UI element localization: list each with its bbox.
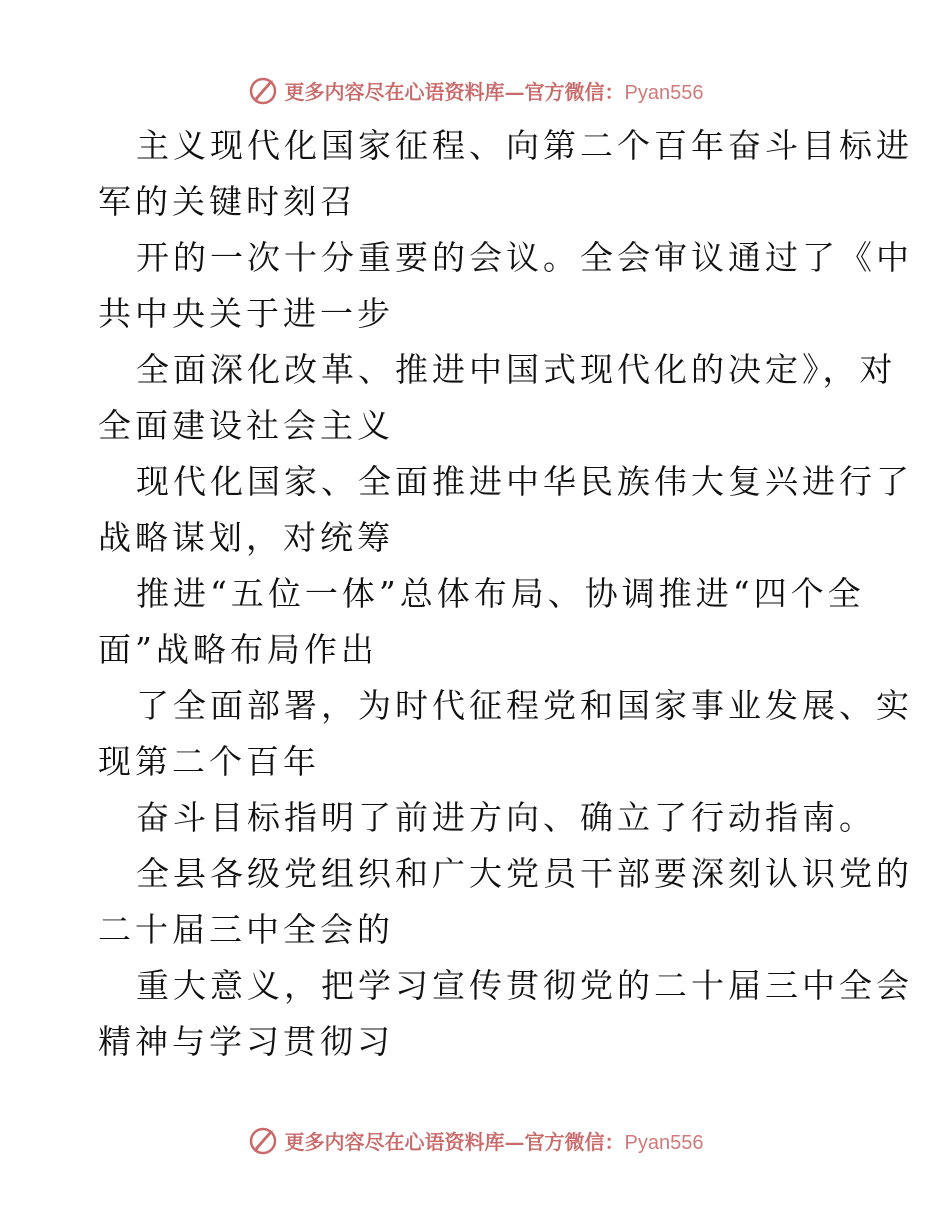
document-body <box>98 118 913 1070</box>
body-text-line: 二十届三中全会的 <box>98 910 394 949</box>
body-text-line: 共中央关于进一步 <box>98 294 394 333</box>
body-text-line: 面”战略布局作出 <box>98 630 378 669</box>
body-text-line: 军的关键时刻召 <box>98 182 357 221</box>
watermark-label: 更多内容尽在心语资料库—官方微信：Pyan556 <box>284 79 704 104</box>
body-text-line: 推进“五位一体”总体布局、协调推进“四个全 <box>136 574 865 613</box>
body-text-line: 了全面部署，为时代征程党和国家事业发展、实 <box>136 686 913 725</box>
body-text-line: 全县各级党组织和广大党员干部要深刻认识党的 <box>136 854 913 893</box>
watermark-label: 更多内容尽在心语资料库—官方微信：Pyan556 <box>284 1129 704 1154</box>
body-text-line: 重大意义，把学习宣传贯彻党的二十届三中全会 <box>136 966 913 1005</box>
footer-watermark <box>0 1120 950 1160</box>
body-text-line: 现第二个百年 <box>98 742 320 781</box>
body-text-line: 全面建设社会主义 <box>98 406 394 445</box>
quill-pen-logo-icon <box>247 74 279 106</box>
body-text-line: 主义现代化国家征程、向第二个百年奋斗目标进 <box>136 126 913 165</box>
header-watermark <box>0 70 950 110</box>
body-text-line: 全面深化改革、推进中国式现代化的决定》，对 <box>136 350 897 389</box>
body-text-line: 精神与学习贯彻习 <box>98 1022 394 1061</box>
quill-pen-logo-icon <box>247 1124 279 1156</box>
body-text-line: 开的一次十分重要的会议。全会审议通过了《中 <box>136 238 913 277</box>
body-text-line: 战略谋划，对统筹 <box>98 518 394 557</box>
body-text-line: 现代化国家、全面推进中华民族伟大复兴进行了 <box>136 462 913 501</box>
body-text-line: 奋斗目标指明了前进方向、确立了行动指南。 <box>136 798 876 837</box>
